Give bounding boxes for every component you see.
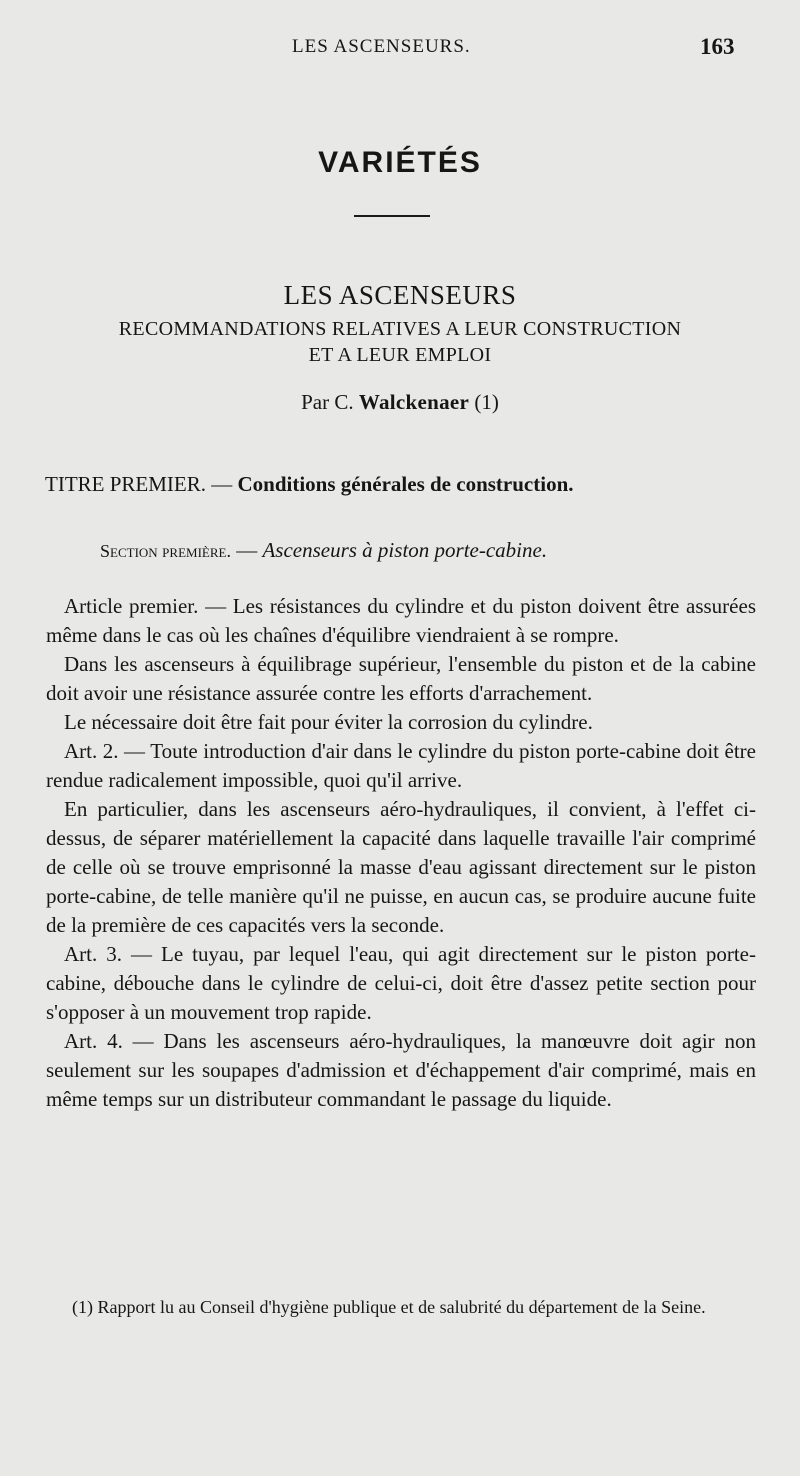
running-header xyxy=(0,34,800,64)
paragraph: Art. 3. — Le tuyau, par lequel l'eau, qui agit directement sur le piston porte-cabine, débouche dans le cylindre de celui-ci, doit être d'assez petite section pour s'opposer à un mouvement trop rapide. xyxy=(46,942,756,1024)
footnote-ref: (1) xyxy=(469,390,499,414)
section-subheading xyxy=(100,538,740,563)
page-number: 163 xyxy=(700,34,735,59)
titre-heading xyxy=(45,472,757,497)
paragraph: Le nécessaire doit être fait pour éviter la corrosion du cylindre. xyxy=(64,710,593,734)
footnote xyxy=(50,1296,756,1318)
byline xyxy=(0,390,800,415)
paragraph: Dans les ascenseurs à équilibrage supérieur, l'ensemble du piston et de la cabine doit avoir une résistance assurée contre les efforts d'arrachement. xyxy=(46,652,756,705)
titre-label: TITRE PREMIER. — xyxy=(45,472,238,496)
paragraph: Article premier. — Les résistances du cylindre et du piston doivent être assurées même dans le cas où les chaînes d'équilibre viendraient à se rompre. xyxy=(46,594,756,647)
titre-text: Conditions générales de construction. xyxy=(237,472,574,496)
footnote-text: (1) Rapport lu au Conseil d'hygiène publique et de salubrité du département de la Seine. xyxy=(72,1297,706,1317)
byline-prefix: Par C. xyxy=(301,390,359,414)
running-title: LES ASCENSEURS. xyxy=(292,36,471,57)
article-subtitle-line1: RECOMMANDATIONS RELATIVES A LEUR CONSTRUCTION xyxy=(118,318,682,340)
body-text xyxy=(46,592,756,1114)
section-dash: — xyxy=(230,538,263,562)
paragraph: En particulier, dans les ascenseurs aéro-hydrauliques, il convient, à l'effet ci-dessus, de séparer matériellement la capacité dans laquelle travaille l'air comprimé de celle où se trouve emprisonné la masse d'eau agissant directement sur le piston porte-cabine, de telle manière qu'il ne puisse, en aucun cas, se produire aucune fuite de la première de ces capacités vers la seconde. xyxy=(46,797,756,937)
section-heading: VARIÉTÉS xyxy=(318,146,482,179)
section-label: Section première. xyxy=(100,541,231,561)
article-subtitle-line2: ET A LEUR EMPLOI xyxy=(308,344,492,366)
divider-rule xyxy=(354,215,430,217)
byline-author: Walckenaer xyxy=(358,390,470,414)
article-title: LES ASCENSEURS xyxy=(283,280,517,310)
paragraph: Art. 2. — Toute introduction d'air dans le cylindre du piston porte-cabine doit être rendue radicalement impossible, quoi qu'il arrive. xyxy=(46,739,756,792)
paragraph: Art. 4. — Dans les ascenseurs aéro-hydrauliques, la manœuvre doit agir non seulement sur les soupapes d'admission et d'échappement d'air comprimé, mais en même temps sur un distributeur commandant le passage du liquide. xyxy=(46,1029,756,1111)
section-title: Ascenseurs à piston porte-cabine. xyxy=(262,538,548,562)
